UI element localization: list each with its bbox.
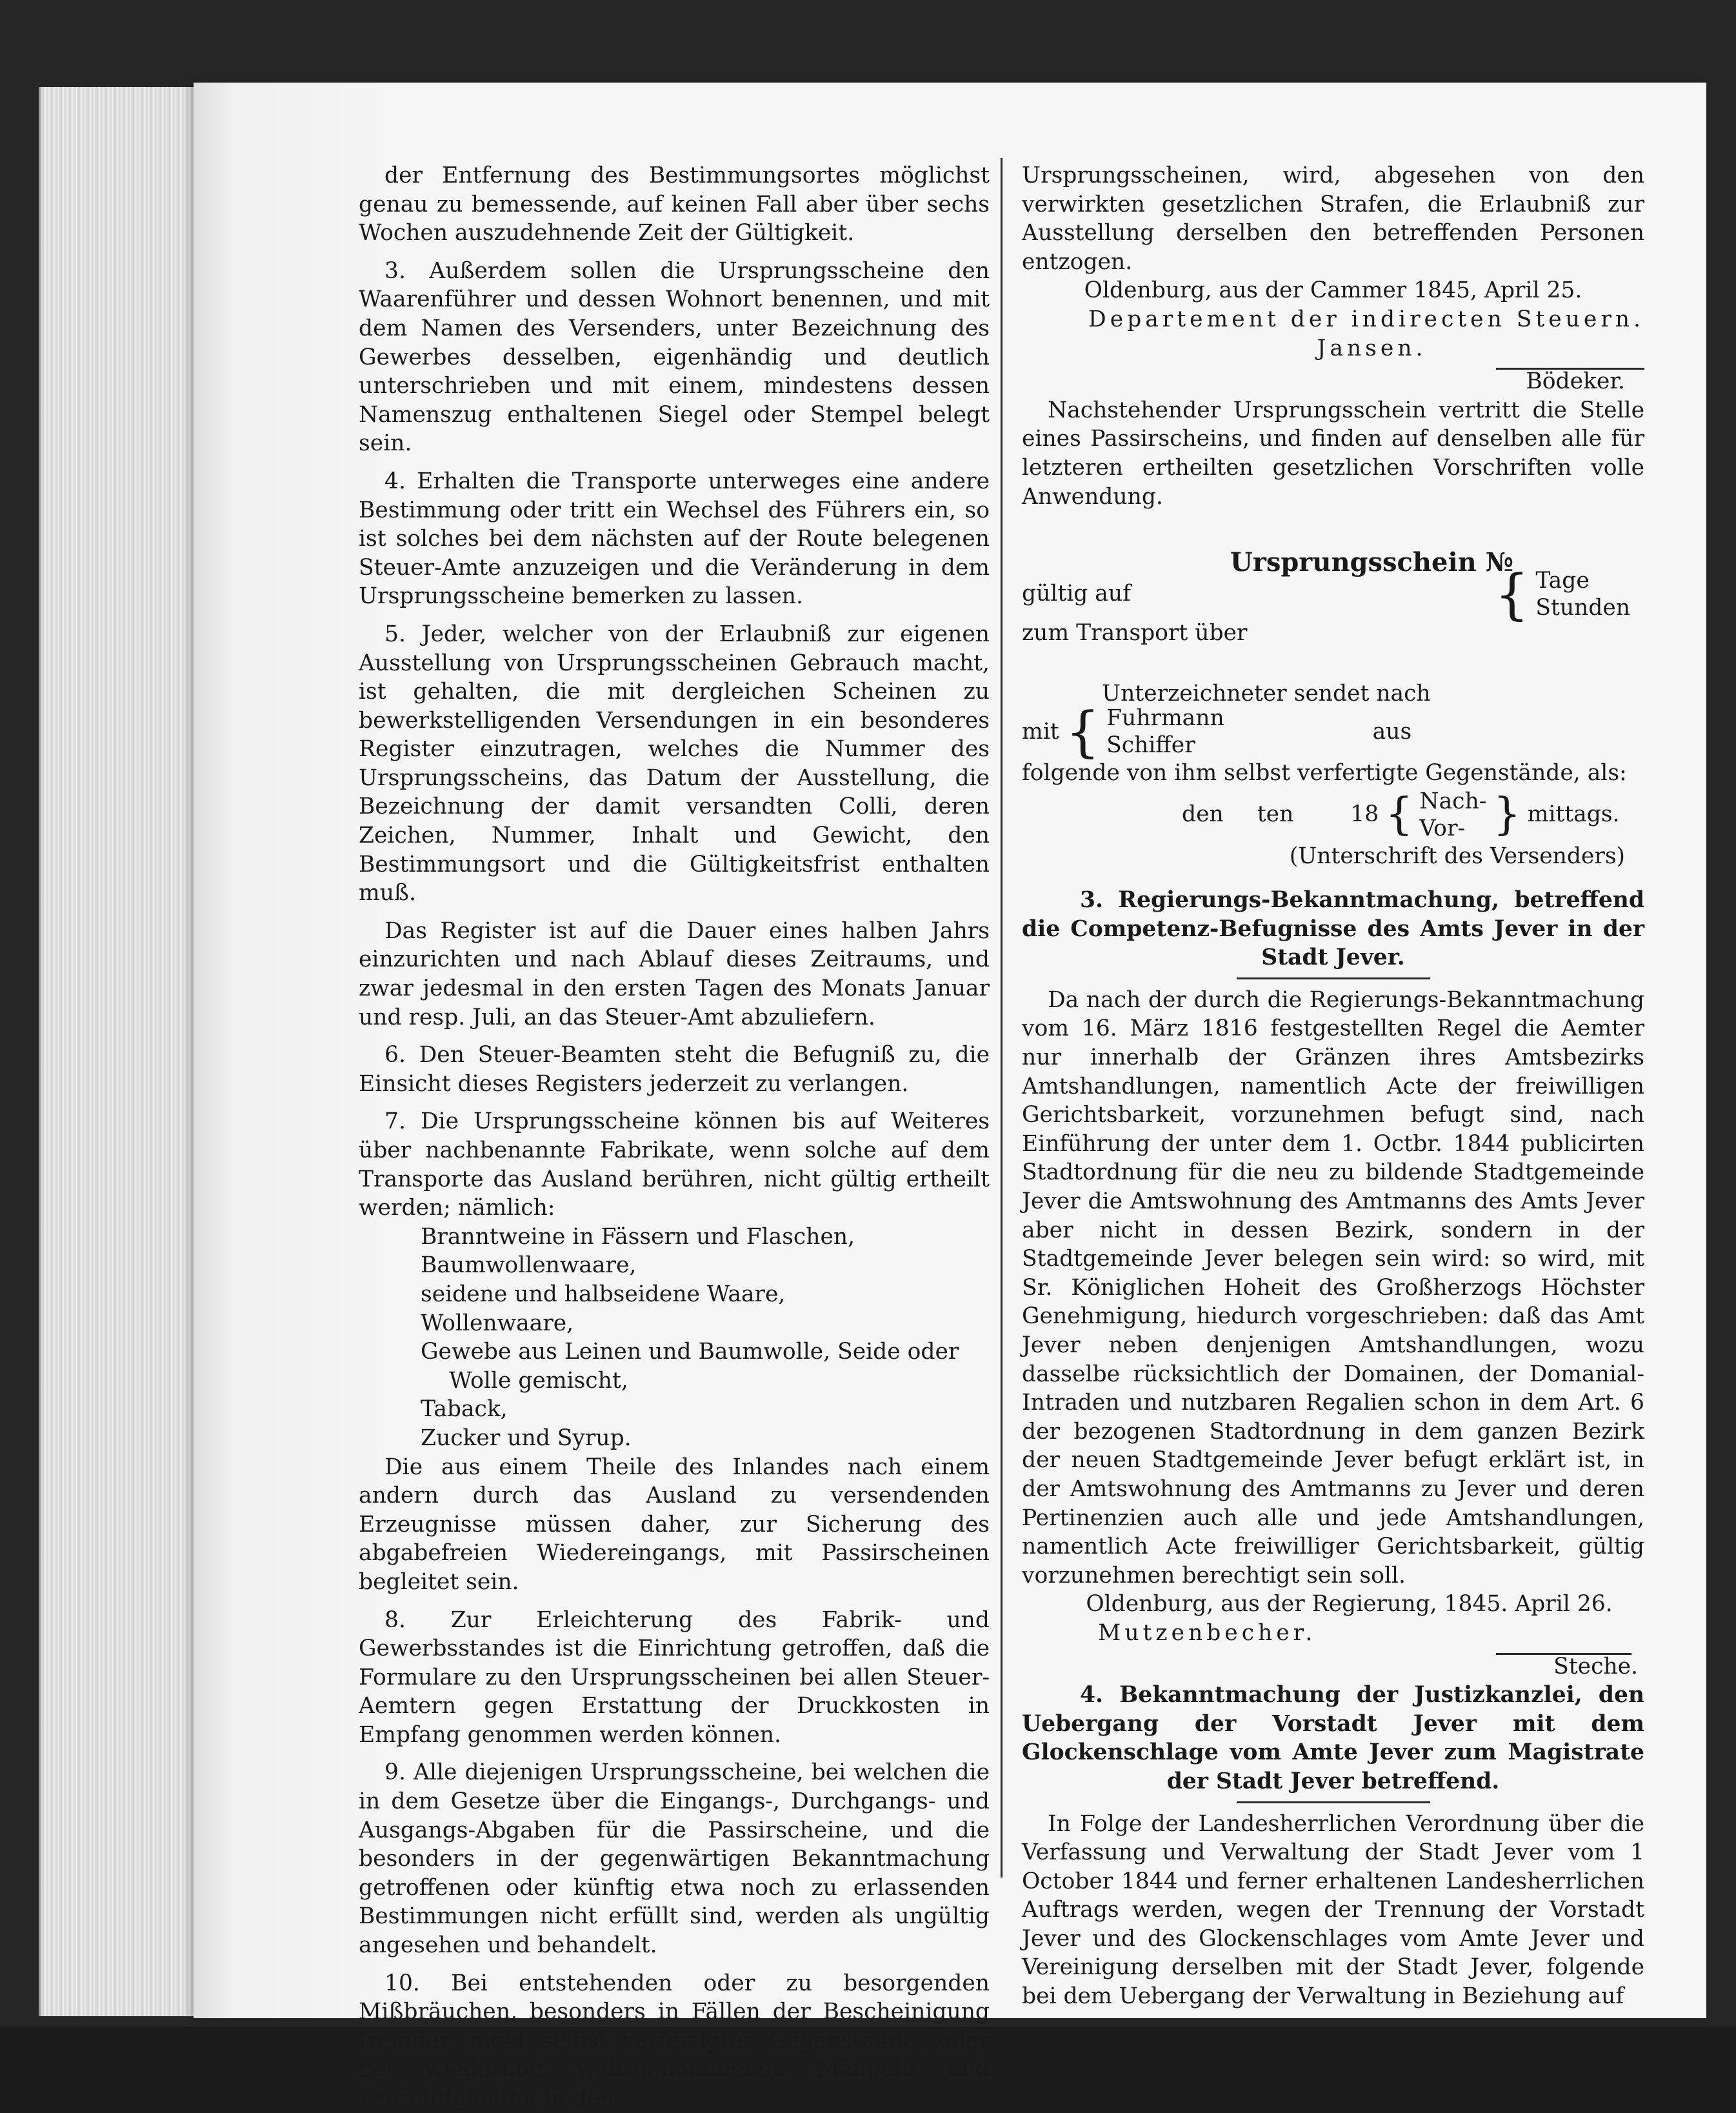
form-label: Unterzeichneter sendet nach: [1102, 681, 1431, 707]
form-date-row: [1022, 788, 1644, 842]
paragraph-7: 7. Die Ursprungsscheine können bis auf Weiteres über nachbenannte Fabrikate, wenn solche auf dem Transporte das Ausland berühren, nicht gültig ertheilt werden; nämlich:: [359, 1108, 990, 1221]
list-item: Baumwollenwaare,: [421, 1252, 637, 1279]
form-option: Tage: [1535, 567, 1590, 594]
brace: {: [1385, 788, 1413, 840]
paragraph-4: 4. Erhalten die Transporte unterweges eine andere Bestimmung oder tritt ein Wechsel des Führers ein, so ist solches bei dem nächsten auf der Route belegenen Steuer-Amte anzuzeigen und die Veränderung in dem Ursprungsscheine bemerken zu lassen.: [359, 468, 990, 610]
column-divider: [1001, 158, 1003, 1878]
form-label: den: [1182, 801, 1224, 828]
signature: Steche.: [1553, 1653, 1638, 1679]
form-option: Nach-: [1419, 788, 1487, 814]
form-label: ten: [1257, 801, 1294, 828]
form-option: Stunden: [1535, 594, 1630, 621]
signature: Mutzenbecher.: [1098, 1619, 1317, 1646]
form-option: Vor-: [1419, 815, 1466, 841]
page-stack-edges: [39, 87, 215, 2016]
form-note: Nachstehender Ursprungsschein vertritt die Stelle eines Passirscheins, und finden auf denselben alle für letzteren ertheilten gesetzlichen Vorschriften volle Anwendung.: [1022, 397, 1644, 510]
list-item: Wollenwaare,: [421, 1310, 574, 1336]
brace: {: [1065, 699, 1101, 763]
continuation-paragraph: Ursprungsscheinen, wird, abgesehen von den verwirkten gesetzlichen Strafen, die Erlaubniß zur Ausstellung derselben den betreffenden Personen entzogen.: [1022, 163, 1644, 275]
list-item: seidene und halbseidene Waare,: [421, 1281, 786, 1307]
paragraph-5: 5. Jeder, welcher von der Erlaubniß zur eigenen Ausstellung von Ursprungsscheinen Gebrauch macht, ist gehalten, die mit dergleichen Scheinen zu bewerkstelligenden Versendungen in ein besonderes Register einzutragen, welches die Nummer des Ursprungsscheins, das Datum der Ausstellung, die Bezeichnung der damit versandten Colli, deren Zeichen, Nummer, Inhalt und Gewicht, den Bestimmungsort und die Gültigkeitsfrist enthalten muß.: [359, 621, 990, 906]
form-label: mittags.: [1527, 801, 1620, 828]
form-option: Schiffer: [1106, 732, 1195, 758]
signature: Bödeker.: [1526, 368, 1625, 395]
date-line: Oldenburg, aus der Regierung, 1845. April 26.: [1086, 1591, 1613, 1617]
form-label: folgende von ihm selbst verfertigte Gegenstände, als:: [1022, 759, 1627, 786]
right-column: [1022, 161, 1644, 2011]
paragraph-5b: Das Register ist auf die Dauer eines halben Jahrs einzurichten und nach Ablauf dieses Zeitraums, und zwar jedesmal in den ersten Tagen des Monats Januar und resp. Juli, an das Steuer-Amt abzuliefern.: [359, 917, 990, 1030]
paragraph-8: 8. Zur Erleichterung des Fabrik- und Gewerbsstandes ist die Einrichtung getroffen, daß die Formulare zu den Ursprungsscheinen bei allen Steuer-Aemtern gegen Erstattung der Druckkosten in Empfang genommen werden können.: [359, 1607, 990, 1748]
paragraph-9: 9. Alle diejenigen Ursprungsscheine, bei welchen die in dem Gesetze über die Eingangs-, Durchgangs- und Ausgangs-Abgaben für die Passirscheine, und die besonders in der gegenwärtigen Bekanntmachung getroffenen oder künftig etwa noch zu erlassenden Bestimmungen nicht erfüllt sind, werden als ungültig angesehen und behandelt.: [359, 1759, 990, 1959]
left-column: [359, 161, 990, 2113]
list-item: Zucker und Syrup.: [421, 1425, 632, 1451]
paragraph-6: 6. Den Steuer-Beamten steht die Befugniß zu, die Einsicht dieses Registers jederzeit zu verlangen.: [359, 1042, 990, 1097]
brace: {: [1494, 562, 1530, 626]
continuation-paragraph: der Entfernung des Bestimmungsortes möglichst genau zu bemessende, auf keinen Fall aber über sechs Wochen auszudehnende Zeit der Gültigkeit.: [359, 163, 990, 246]
form-carrier-row: [1022, 699, 1644, 763]
section-heading-3: 3. Regierungs-Bekanntmachung, betreffend die Competenz-Befugnisse des Amts Jever in der Stadt Jever.: [1022, 887, 1644, 971]
list-item: Taback,: [421, 1396, 508, 1423]
form-label: gültig auf: [1022, 581, 1131, 607]
list-item: Wolle gemischt,: [449, 1367, 628, 1394]
list-item: Gewebe aus Leinen und Baumwolle, Seide oder: [421, 1339, 959, 1365]
list-item: Branntweine in Fässern und Flaschen,: [421, 1223, 855, 1250]
section-4-paragraph: In Folge der Landesherrlichen Verordnung über die Verfassung und Verwaltung der Stadt Jever vom 1 October 1844 und ferner erhaltenen Landesherrlichen Auftrags werden, wegen der Trennung der Vorstadt Jever und des Glockenschlages vom Amte Jever und Vereinigung derselben mit der Stadt Jever, folgende bei dem Uebergang der Verwaltung in Beziehung auf: [1022, 1810, 1644, 2010]
section-heading-4: 4. Bekanntmachung der Justizkanzlei, den Uebergang der Vorstadt Jever mit dem Glockenschlage vom Amte Jever zum Magistrate der Stadt Jever betreffend.: [1022, 1682, 1644, 1794]
paragraph-7b: Die aus einem Theile des Inlandes nach einem andern durch das Ausland zu versendenden Erzeugnisse müssen daher, zur Sicherung des abgabefreien Wiedereingangs, mit Passirscheinen begleitet sein.: [359, 1454, 990, 1595]
form-label: zum Transport über: [1022, 619, 1248, 646]
form-label: mit: [1022, 718, 1059, 745]
form-label: aus: [1372, 718, 1412, 745]
heading-rule: [1237, 1801, 1430, 1803]
heading-rule: [1237, 977, 1430, 979]
form-title: Ursprungsschein №: [1230, 547, 1514, 578]
form-signature-label: (Unterschrift des Versenders): [1289, 843, 1625, 869]
signature: Jansen.: [1317, 335, 1427, 361]
section-3-paragraph: Da nach der durch die Regierungs-Bekanntmachung vom 16. März 1816 festgestellten Regel die Aemter nur innerhalb der Gränzen ihres Amtsbezirks Amtshandlungen, namentlich Acte der freiwilligen Gerichtsbarkeit, vorzunehmen befugt sind, nach Einführung der unter dem 1. Octbr. 1844 publicirten Stadtordnung für die neu zu bildende Stadtgemeinde Jever die Amtswohnung des Amtmanns des Amts Jever aber nicht in dessen Bezirk, sondern in der Stadtgemeinde Jever belegen sein wird: so wird, mit Sr. Königlichen Hoheit des Großherzogs Höchster Genehmigung, hiedurch vorgeschrieben: daß das Amt Jever neben denjenigen Amtshandlungen, wozu dasselbe rücksichtlich der Domainen, der Domanial-Intraden und nutzbaren Regalien schon in dem Art. 6 der bezogenen Stadtordnung in dem ganzen Bezirk der neuen Stadtgemeinde Jever befugt erklärt ist, in der Amtswohnung des Amtmanns zu Jever und deren Pertinenzien auch alle und jede Amtshandlungen, namentlich Acte freiwilliger Gerichtsbarkeit, gültig vorzunehmen berechtigt sein soll.: [1022, 986, 1644, 1588]
department-line: Departement der indirecten Steuern.: [1088, 306, 1644, 332]
paragraph-3: 3. Außerdem sollen die Ursprungsscheine den Waarenführer und dessen Wohnort benennen, und mit dem Namen des Versenders, unter Bezeichnung des Gewerbes desselben, eigenhändig und deutlich unterschrieben und mit einem, mindestens dessen Namenszug enthaltenen Siegel oder Stempel belegt sein.: [359, 257, 990, 457]
form-option: Fuhrmann: [1106, 705, 1224, 731]
date-line: Oldenburg, aus der Cammer 1845, April 25.: [1084, 277, 1582, 304]
brace: }: [1493, 788, 1521, 840]
paragraph-10: 10. Bei entstehenden oder zu besorgenden Mißbräuchen, besonders in Fällen der Bescheinigung fremder, nicht selbst verfertigter Gegenstände, oder bei wiederholt wahrgenommenen Mängeln und Unrichtigkeiten in den: [359, 1970, 990, 2111]
form-label: 18: [1350, 801, 1379, 828]
